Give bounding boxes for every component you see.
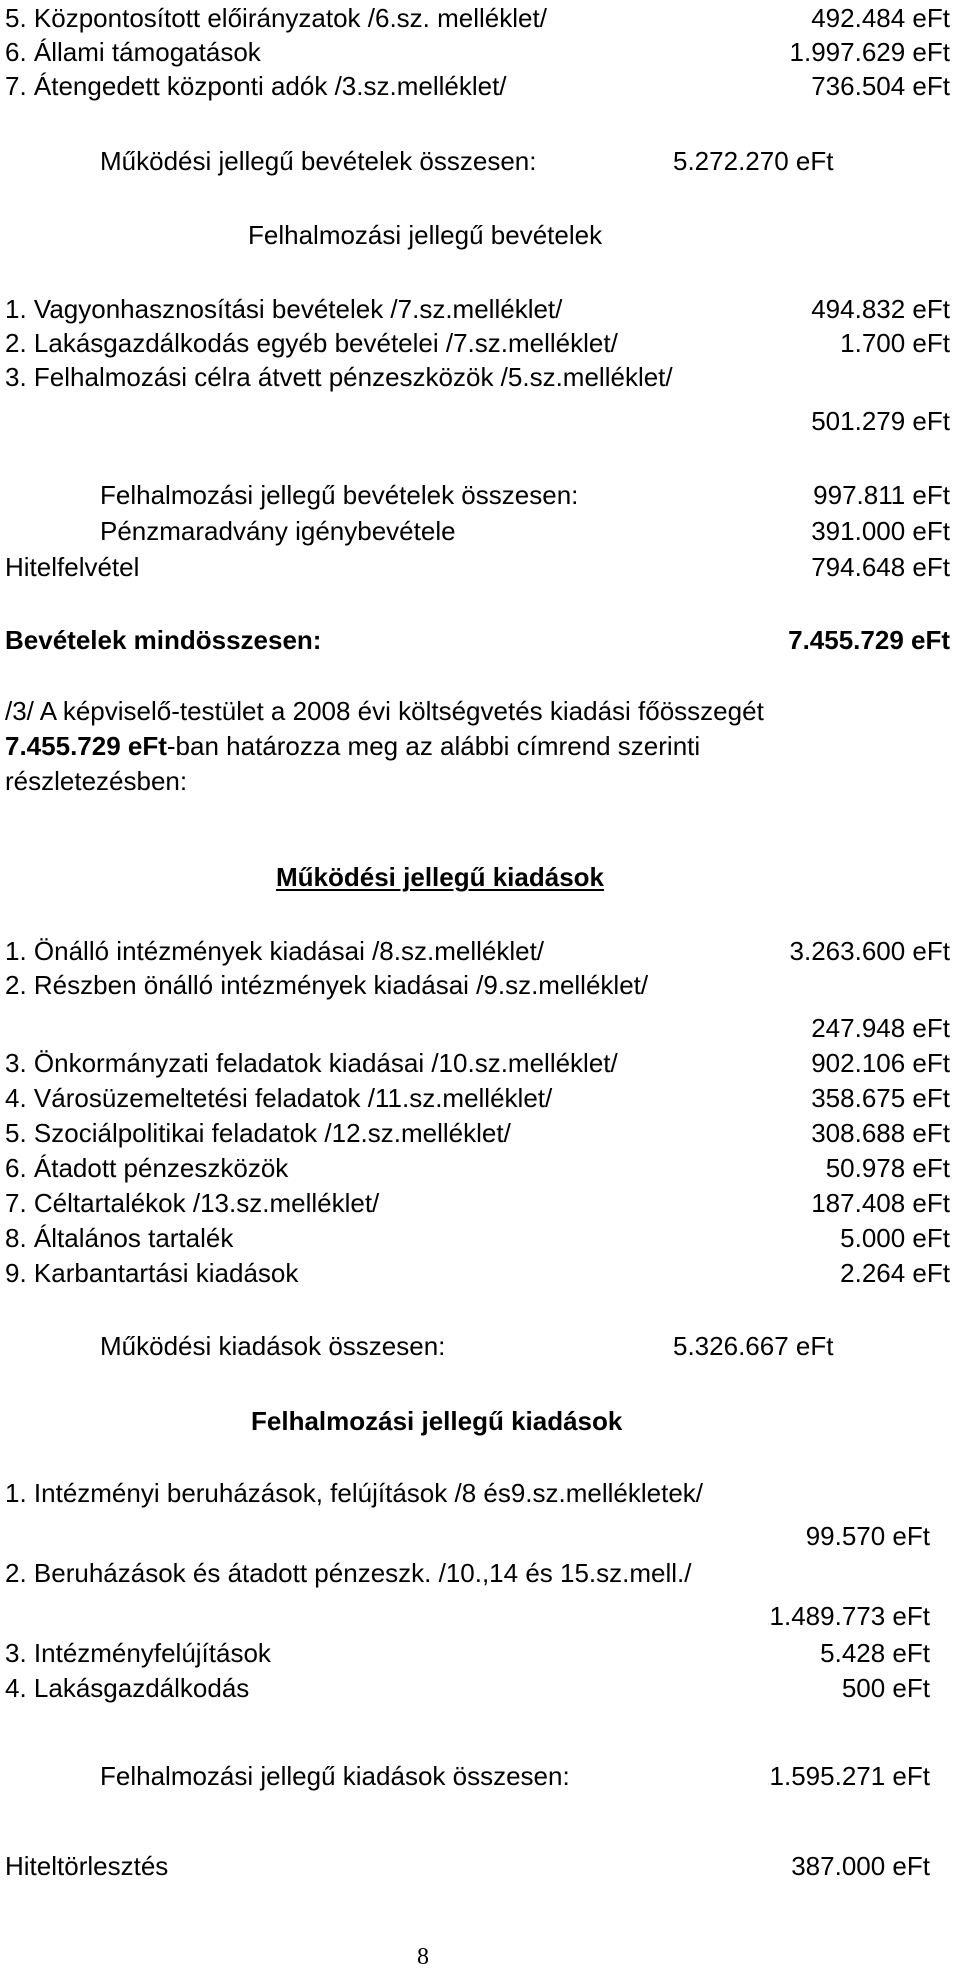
page-number: 8	[417, 1944, 429, 1970]
rev-residual-amount: 391.000 eFt	[811, 516, 950, 546]
exp-op-item-4-label: 4. Városüzemeltetési feladatok /11.sz.melléklet/	[5, 1083, 553, 1113]
exp-op-total-label: Működési kiadások összesen:	[100, 1331, 446, 1361]
exp-cap-total-amount: 1.595.271 eFt	[769, 1761, 930, 1791]
exp-op-item-8-amount: 5.000 eFt	[840, 1223, 950, 1253]
paragraph-line-2	[5, 733, 700, 759]
exp-op-item-9-amount: 2.264 eFt	[840, 1258, 950, 1288]
exp-cap-item-4-label: 4. Lakásgazdálkodás	[5, 1673, 250, 1703]
exp-op-item-3-label: 3. Önkormányzati feladatok kiadásai /10.sz.melléklet/	[5, 1048, 618, 1078]
exp-cap-item-3-label: 3. Intézményfelújítások	[5, 1638, 271, 1668]
exp-op-item-7-label: 7. Céltartalékok /13.sz.melléklet/	[5, 1188, 380, 1218]
exp-cap-item-2-amount: 1.489.773 eFt	[769, 1601, 930, 1631]
rev-op-item-7-label: 7. Átengedett központi adók /3.sz.melléklet/	[5, 71, 507, 101]
rev-op-total-amount: 5.272.270 eFt	[673, 146, 834, 176]
paragraph-line-2-rest: -ban határozza meg az alábbi címrend szerinti	[166, 731, 701, 761]
exp-op-item-6-label: 6. Átadott pénzeszközök	[5, 1153, 289, 1183]
exp-op-total-amount: 5.326.667 eFt	[673, 1331, 834, 1361]
rev-grand-total-amount: 7.455.729 eFt	[788, 625, 950, 655]
exp-cap-heading: Felhalmozási jellegű kiadások	[251, 1406, 623, 1436]
rev-cap-item-2-label: 2. Lakásgazdálkodás egyéb bevételei /7.sz.melléklet/	[5, 328, 618, 358]
rev-op-item-5-label: 5. Központosított előirányzatok /6.sz. melléklet/	[5, 3, 547, 33]
exp-cap-item-4-amount: 500 eFt	[841, 1673, 930, 1703]
exp-cap-item-3-amount: 5.428 eFt	[820, 1638, 930, 1668]
exp-op-item-2-amount: 247.948 eFt	[811, 1013, 950, 1043]
exp-op-item-1-label: 1. Önálló intézmények kiadásai /8.sz.melléklet/	[5, 936, 545, 966]
exp-op-item-5-amount: 308.688 eFt	[811, 1118, 950, 1148]
exp-op-item-5-label: 5. Szociálpolitikai feladatok /12.sz.melléklet/	[5, 1118, 511, 1148]
rev-op-item-5-amount: 492.484 eFt	[811, 3, 950, 33]
loan-repay-label: Hiteltörlesztés	[5, 1851, 169, 1881]
rev-cap-item-1-label: 1. Vagyonhasznosítási bevételek /7.sz.melléklet/	[5, 294, 563, 324]
rev-loan-amount: 794.648 eFt	[811, 552, 950, 582]
exp-op-item-2-label: 2. Részben önálló intézmények kiadásai /9.sz.melléklet/	[5, 970, 649, 1000]
rev-cap-item-3-amount: 501.279 eFt	[811, 406, 950, 436]
rev-op-total-label: Működési jellegű bevételek összesen:	[100, 146, 537, 176]
rev-op-item-6-label: 6. Állami támogatások	[5, 37, 261, 67]
exp-op-item-6-amount: 50.978 eFt	[825, 1153, 950, 1183]
exp-cap-total-label: Felhalmozási jellegű kiadások összesen:	[100, 1761, 570, 1791]
exp-cap-item-1-amount: 99.570 eFt	[805, 1521, 930, 1551]
rev-op-item-7-amount: 736.504 eFt	[811, 71, 950, 101]
rev-cap-total-label: Felhalmozási jellegű bevételek összesen:	[100, 480, 579, 510]
rev-residual-label: Pénzmaradvány igénybevétele	[100, 516, 456, 546]
rev-cap-heading: Felhalmozási jellegű bevételek	[248, 220, 603, 250]
exp-op-item-1-amount: 3.263.600 eFt	[789, 936, 950, 966]
exp-op-item-7-amount: 187.408 eFt	[811, 1188, 950, 1218]
rev-cap-total-amount: 997.811 eFt	[813, 480, 950, 510]
rev-cap-item-3-label: 3. Felhalmozási célra átvett pénzeszközök /5.sz.melléklet/	[5, 362, 673, 392]
paragraph-amount: 7.455.729 eFt	[5, 731, 167, 761]
exp-op-item-3-amount: 902.106 eFt	[811, 1048, 950, 1078]
rev-grand-total-label: Bevételek mindösszesen:	[5, 625, 322, 655]
paragraph-line-1: /3/ A képviselő-testület a 2008 évi költségvetés kiadási főösszegét	[5, 696, 764, 726]
exp-cap-item-1-label: 1. Intézményi beruházások, felújítások /8 és9.sz.mellékletek/	[5, 1478, 704, 1508]
rev-cap-item-2-amount: 1.700 eFt	[840, 328, 950, 358]
exp-op-item-9-label: 9. Karbantartási kiadások	[5, 1258, 299, 1288]
paragraph-line-3: részletezésben:	[5, 766, 188, 796]
rev-loan-label: Hitelfelvétel	[5, 552, 140, 582]
loan-repay-amount: 387.000 eFt	[791, 1851, 930, 1881]
rev-cap-item-1-amount: 494.832 eFt	[811, 294, 950, 324]
exp-op-item-8-label: 8. Általános tartalék	[5, 1223, 234, 1253]
exp-op-heading: Működési jellegű kiadások	[276, 862, 604, 892]
rev-op-item-6-amount: 1.997.629 eFt	[789, 37, 950, 67]
exp-op-item-4-amount: 358.675 eFt	[811, 1083, 950, 1113]
exp-cap-item-2-label: 2. Beruházások és átadott pénzeszk. /10.,14 és 15.sz.mell./	[5, 1558, 692, 1588]
